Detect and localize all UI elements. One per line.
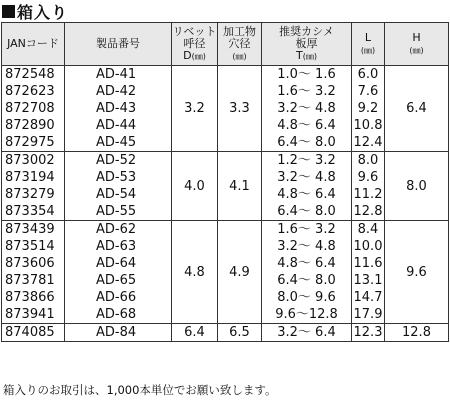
thickness-range-cell: 3.2～ 4.8 [262, 238, 352, 255]
jan-code-cell: 873002 [2, 152, 65, 170]
product-number-cell: AD-45 [65, 134, 172, 152]
thickness-range-cell: 1.6～ 3.2 [262, 221, 352, 239]
length-l-cell: 17.9 [352, 306, 385, 324]
jan-code-cell: 872890 [2, 117, 65, 134]
hole-diameter-cell: 4.9 [218, 221, 262, 324]
jan-code-cell: 873866 [2, 289, 65, 306]
header-l: L (㎜) [352, 23, 385, 66]
length-l-cell: 7.6 [352, 83, 385, 100]
header-thickness: 推奨カシメ 板厚 T(㎜) [262, 23, 352, 66]
jan-code-cell: 872548 [2, 66, 65, 84]
table-row [2, 152, 449, 170]
table-body [2, 66, 449, 342]
product-number-cell: AD-62 [65, 221, 172, 239]
height-h-cell: 6.4 [385, 66, 449, 152]
header-rivet-diameter: リベット 呼径 D(㎜) [172, 23, 218, 66]
length-l-cell: 12.3 [352, 324, 385, 342]
product-number-cell: AD-52 [65, 152, 172, 170]
jan-code-cell: 873941 [2, 306, 65, 324]
square-bullet-icon [2, 5, 15, 18]
table-row [2, 221, 449, 239]
length-l-cell: 14.7 [352, 289, 385, 306]
thickness-range-cell: 6.4～ 8.0 [262, 134, 352, 152]
rivet-diameter-cell: 4.8 [172, 221, 218, 324]
product-number-cell: AD-84 [65, 324, 172, 342]
thickness-range-cell: 6.4～ 8.0 [262, 272, 352, 289]
product-number-cell: AD-42 [65, 83, 172, 100]
product-number-cell: AD-41 [65, 66, 172, 84]
length-l-cell: 10.0 [352, 238, 385, 255]
hole-diameter-cell: 3.3 [218, 66, 262, 152]
length-l-cell: 8.4 [352, 221, 385, 239]
length-l-cell: 10.8 [352, 117, 385, 134]
header-row [2, 23, 449, 66]
jan-code-cell: 873606 [2, 255, 65, 272]
jan-code-cell: 872975 [2, 134, 65, 152]
product-table [1, 22, 449, 342]
length-l-cell: 11.6 [352, 255, 385, 272]
product-number-cell: AD-54 [65, 186, 172, 203]
thickness-range-cell: 1.6～ 3.2 [262, 83, 352, 100]
section-title-text: 箱入り [17, 2, 69, 22]
jan-code-cell: 873781 [2, 272, 65, 289]
thickness-range-cell: 4.8～ 6.4 [262, 255, 352, 272]
header-jan: JANコード [2, 23, 65, 66]
jan-code-cell: 873279 [2, 186, 65, 203]
rivet-diameter-cell: 3.2 [172, 66, 218, 152]
thickness-range-cell: 3.2～ 6.4 [262, 324, 352, 342]
length-l-cell: 12.8 [352, 203, 385, 221]
jan-code-cell: 872623 [2, 83, 65, 100]
thickness-range-cell: 9.6～12.8 [262, 306, 352, 324]
thickness-range-cell: 6.4～ 8.0 [262, 203, 352, 221]
length-l-cell: 8.0 [352, 152, 385, 170]
thickness-range-cell: 8.0～ 9.6 [262, 289, 352, 306]
product-number-cell: AD-44 [65, 117, 172, 134]
hole-diameter-cell: 4.1 [218, 152, 262, 221]
rivet-diameter-cell: 4.0 [172, 152, 218, 221]
product-number-cell: AD-68 [65, 306, 172, 324]
hole-diameter-cell: 6.5 [218, 324, 262, 342]
jan-code-cell: 873439 [2, 221, 65, 239]
footnote: 箱入りのお取引は、1,000本単位でお願い致します。 [3, 383, 277, 397]
product-number-cell: AD-63 [65, 238, 172, 255]
section-title [2, 1, 68, 21]
height-h-cell: 8.0 [385, 152, 449, 221]
product-number-cell: AD-53 [65, 169, 172, 186]
height-h-cell: 12.8 [385, 324, 449, 342]
jan-code-cell: 874085 [2, 324, 65, 342]
jan-code-cell: 872708 [2, 100, 65, 117]
rivet-diameter-cell: 6.4 [172, 324, 218, 342]
table-row [2, 324, 449, 342]
header-h: H (㎜) [385, 23, 449, 66]
thickness-range-cell: 1.0～ 1.6 [262, 66, 352, 84]
length-l-cell: 13.1 [352, 272, 385, 289]
thickness-range-cell: 1.2～ 3.2 [262, 152, 352, 170]
product-number-cell: AD-43 [65, 100, 172, 117]
length-l-cell: 9.6 [352, 169, 385, 186]
height-h-cell: 9.6 [385, 221, 449, 324]
header-hole-diameter: 加工物 穴径 (㎜) [218, 23, 262, 66]
product-number-cell: AD-55 [65, 203, 172, 221]
length-l-cell: 9.2 [352, 100, 385, 117]
length-l-cell: 11.2 [352, 186, 385, 203]
length-l-cell: 12.4 [352, 134, 385, 152]
table-row [2, 66, 449, 84]
product-number-cell: AD-66 [65, 289, 172, 306]
header-product: 製品番号 [65, 23, 172, 66]
jan-code-cell: 873514 [2, 238, 65, 255]
length-l-cell: 6.0 [352, 66, 385, 84]
thickness-range-cell: 4.8～ 6.4 [262, 117, 352, 134]
product-number-cell: AD-64 [65, 255, 172, 272]
thickness-range-cell: 4.8～ 6.4 [262, 186, 352, 203]
jan-code-cell: 873354 [2, 203, 65, 221]
thickness-range-cell: 3.2～ 4.8 [262, 100, 352, 117]
jan-code-cell: 873194 [2, 169, 65, 186]
product-number-cell: AD-65 [65, 272, 172, 289]
thickness-range-cell: 3.2～ 4.8 [262, 169, 352, 186]
